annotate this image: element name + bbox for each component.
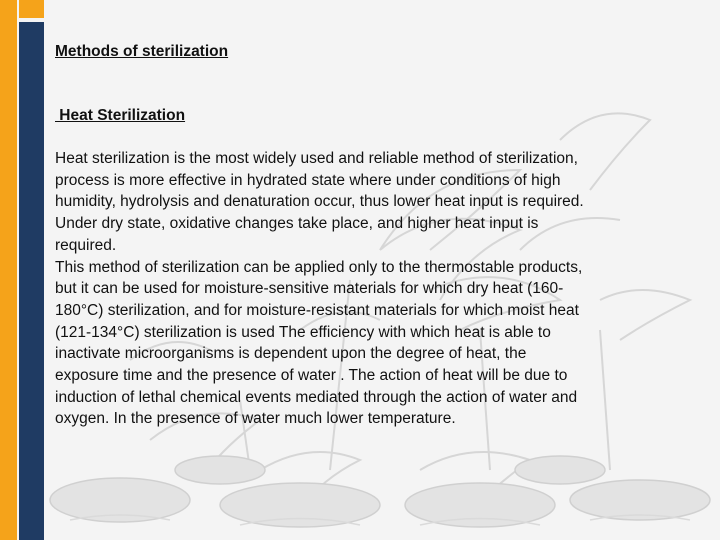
body-paragraph: Heat sterilization is the most widely used and reliable method of sterilization, process is more effective in hydrated state where under conditions of high humidity, hydrolysis and denaturation occur, thus lower heat input is required. Under dry state, oxidative changes take place, and higher heat input is required. This method of sterilization can be applied only to the thermostable products, but it can be used for moisture-sensitive materials for which dry heat (160- 180°C) sterilization, and for moisture-resistant materials for which moist heat (121-134°C) sterilization is used The efficiency with which heat is able to inactivate microorganisms is dependent upon the degree of heat, the exposure time and the presence of water . The action of heat will be due to induction of lethal chemical events mediated through the action of water and oxygen. In the presence of water much lower temperature. (55, 150, 584, 428)
slide-content (55, 40, 685, 430)
left-accent-block-orange-top (19, 0, 44, 18)
left-accent-bar-navy (19, 22, 44, 540)
left-accent-bar-orange (0, 0, 17, 540)
slide-title: Methods of sterilization (55, 43, 229, 60)
section-heading: Heat Sterilization (55, 107, 186, 124)
